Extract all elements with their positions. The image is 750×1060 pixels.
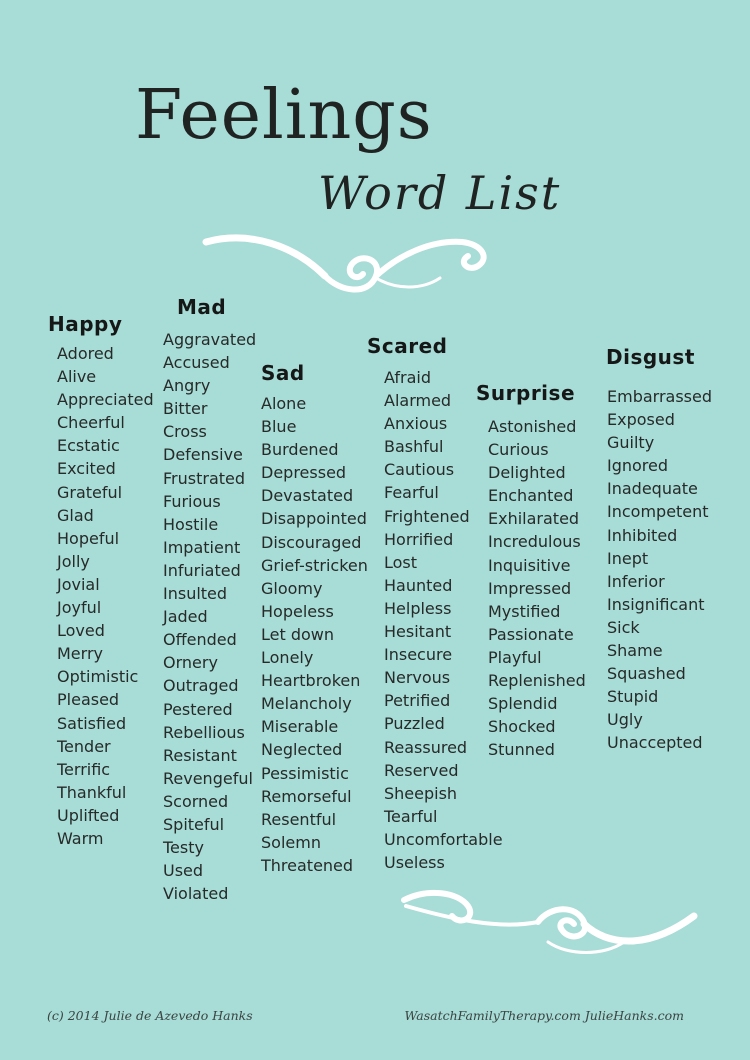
word-scared: Frightened bbox=[384, 506, 470, 526]
word-sad: Neglected bbox=[261, 740, 343, 760]
word-disgust: Incompetent bbox=[607, 502, 709, 522]
word-sad: Gloomy bbox=[261, 578, 323, 598]
word-surprise: Curious bbox=[488, 440, 549, 460]
word-mad: Violated bbox=[163, 884, 229, 904]
word-happy: Uplifted bbox=[57, 805, 120, 825]
word-scared: Sheepish bbox=[384, 783, 458, 803]
word-disgust: Ignored bbox=[607, 456, 669, 476]
word-happy: Ecstatic bbox=[57, 436, 120, 456]
word-surprise: Splendid bbox=[488, 694, 558, 714]
word-scared: Puzzled bbox=[384, 714, 445, 734]
word-sad: Melancholy bbox=[261, 694, 352, 714]
word-happy: Jovial bbox=[57, 574, 100, 594]
word-disgust: Exposed bbox=[607, 410, 675, 430]
word-scared: Alarmed bbox=[384, 391, 452, 411]
word-scared: Horrified bbox=[384, 529, 454, 549]
word-disgust: Stupid bbox=[607, 687, 659, 707]
heading-sad: Sad bbox=[261, 361, 305, 385]
word-surprise: Stunned bbox=[488, 740, 555, 760]
word-scared: Bashful bbox=[384, 437, 444, 457]
word-scared: Reserved bbox=[384, 760, 459, 780]
word-surprise: Mystified bbox=[488, 601, 561, 621]
word-sad: Blue bbox=[261, 417, 297, 437]
word-list-scared bbox=[384, 366, 503, 874]
word-surprise: Delighted bbox=[488, 463, 566, 483]
word-mad: Impatient bbox=[163, 537, 241, 557]
word-list-sad bbox=[261, 392, 368, 877]
word-surprise: Passionate bbox=[488, 624, 574, 644]
word-surprise: Astonished bbox=[488, 417, 577, 436]
word-scared: Petrified bbox=[384, 691, 451, 711]
word-sad: Let down bbox=[261, 624, 335, 644]
word-mad: Accused bbox=[163, 353, 230, 373]
word-scared: Afraid bbox=[384, 368, 431, 387]
word-sad: Resentful bbox=[261, 809, 337, 829]
word-sad: Alone bbox=[261, 394, 307, 413]
word-sad: Disappointed bbox=[261, 509, 367, 529]
word-mad: Scorned bbox=[163, 791, 229, 811]
word-surprise: Enchanted bbox=[488, 486, 574, 506]
word-mad: Rebellious bbox=[163, 722, 245, 742]
word-mad: Resistant bbox=[163, 745, 237, 765]
page-subtitle: Word List bbox=[318, 166, 562, 220]
word-disgust: Ugly bbox=[607, 710, 643, 730]
word-surprise: Incredulous bbox=[488, 532, 581, 552]
word-happy: Loved bbox=[57, 621, 105, 641]
word-mad: Frustrated bbox=[163, 468, 246, 488]
word-sad: Hopeless bbox=[261, 601, 334, 621]
word-scared: Insecure bbox=[384, 645, 453, 665]
word-disgust: Embarrassed bbox=[607, 387, 713, 406]
website-links-text: WasatchFamilyTherapy.com JulieHanks.com bbox=[404, 1008, 684, 1023]
word-scared: Useless bbox=[384, 852, 445, 872]
word-happy: Jolly bbox=[57, 551, 90, 571]
word-list-mad bbox=[163, 328, 256, 905]
word-sad: Lonely bbox=[261, 648, 314, 668]
word-scared: Uncomfortable bbox=[384, 829, 503, 849]
word-mad: Infuriated bbox=[163, 560, 241, 580]
word-sad: Grief-stricken bbox=[261, 555, 368, 575]
word-mad: Aggravated bbox=[163, 330, 257, 349]
word-happy: Thankful bbox=[57, 782, 127, 802]
word-scared: Tearful bbox=[384, 806, 438, 826]
word-scared: Fearful bbox=[384, 483, 439, 503]
word-sad: Threatened bbox=[261, 855, 354, 875]
word-sad: Remorseful bbox=[261, 786, 352, 806]
word-disgust: Inadequate bbox=[607, 479, 698, 499]
word-disgust: Insignificant bbox=[607, 594, 705, 614]
word-mad: Testy bbox=[163, 838, 204, 858]
word-happy: Adored bbox=[57, 344, 114, 363]
word-mad: Used bbox=[163, 861, 204, 881]
word-disgust: Inhibited bbox=[607, 525, 678, 545]
word-happy: Excited bbox=[57, 459, 116, 479]
word-disgust: Guilty bbox=[607, 433, 655, 453]
word-surprise: Impressed bbox=[488, 578, 572, 598]
word-happy: Joyful bbox=[57, 598, 102, 618]
word-happy: Grateful bbox=[57, 482, 123, 502]
word-surprise: Inquisitive bbox=[488, 555, 571, 575]
word-mad: Spiteful bbox=[163, 814, 225, 834]
word-sad: Pessimistic bbox=[261, 763, 349, 783]
bottom-swirl-ornament bbox=[398, 886, 710, 962]
word-scared: Cautious bbox=[384, 460, 455, 480]
copyright-text: (c) 2014 Julie de Azevedo Hanks bbox=[47, 1008, 253, 1023]
word-mad: Cross bbox=[163, 422, 207, 442]
word-scared: Reassured bbox=[384, 737, 468, 757]
word-happy: Merry bbox=[57, 644, 103, 664]
word-disgust: Shame bbox=[607, 641, 663, 661]
heading-mad: Mad bbox=[177, 295, 227, 319]
word-scared: Helpless bbox=[384, 598, 452, 618]
word-mad: Ornery bbox=[163, 653, 218, 673]
word-scared: Anxious bbox=[384, 414, 448, 434]
heading-disgust: Disgust bbox=[606, 345, 695, 369]
word-surprise: Shocked bbox=[488, 717, 556, 737]
word-mad: Insulted bbox=[163, 584, 228, 604]
word-scared: Hesitant bbox=[384, 622, 452, 642]
word-sad: Solemn bbox=[261, 832, 321, 852]
word-surprise: Playful bbox=[488, 647, 542, 667]
word-list-surprise bbox=[488, 415, 586, 761]
word-surprise: Exhilarated bbox=[488, 509, 580, 529]
word-sad: Depressed bbox=[261, 463, 347, 483]
word-scared: Haunted bbox=[384, 575, 453, 595]
heading-surprise: Surprise bbox=[476, 381, 576, 405]
word-happy: Glad bbox=[57, 505, 94, 525]
word-mad: Defensive bbox=[163, 445, 243, 465]
word-mad: Pestered bbox=[163, 699, 233, 719]
word-disgust: Sick bbox=[607, 617, 640, 637]
word-sad: Devastated bbox=[261, 486, 354, 506]
top-swirl-ornament bbox=[200, 226, 500, 300]
page-title: Feelings bbox=[135, 76, 433, 155]
word-happy: Tender bbox=[57, 736, 111, 756]
heading-scared: Scared bbox=[367, 334, 448, 358]
word-mad: Bitter bbox=[163, 399, 208, 419]
word-sad: Burdened bbox=[261, 440, 339, 460]
word-mad: Hostile bbox=[163, 514, 219, 534]
word-scared: Nervous bbox=[384, 668, 451, 688]
word-happy: Terrific bbox=[57, 759, 111, 779]
word-happy: Satisfied bbox=[57, 713, 127, 733]
word-list-disgust bbox=[607, 385, 712, 755]
word-surprise: Replenished bbox=[488, 671, 586, 691]
word-happy: Pleased bbox=[57, 690, 120, 710]
word-happy: Optimistic bbox=[57, 667, 139, 687]
word-disgust: Squashed bbox=[607, 664, 686, 684]
word-mad: Offended bbox=[163, 630, 237, 650]
word-list-happy bbox=[57, 342, 154, 850]
word-disgust: Unaccepted bbox=[607, 733, 703, 753]
word-happy: Appreciated bbox=[57, 390, 154, 410]
word-mad: Jaded bbox=[163, 607, 208, 627]
word-disgust: Inept bbox=[607, 548, 649, 568]
word-scared: Lost bbox=[384, 552, 418, 572]
word-disgust: Inferior bbox=[607, 571, 665, 591]
word-sad: Heartbroken bbox=[261, 671, 361, 691]
heading-happy: Happy bbox=[48, 312, 123, 336]
word-happy: Hopeful bbox=[57, 528, 120, 548]
word-mad: Revengeful bbox=[163, 768, 253, 788]
word-mad: Furious bbox=[163, 491, 221, 511]
word-mad: Outraged bbox=[163, 676, 239, 696]
word-sad: Discouraged bbox=[261, 532, 362, 552]
word-sad: Miserable bbox=[261, 717, 339, 737]
word-happy: Alive bbox=[57, 367, 97, 387]
word-happy: Cheerful bbox=[57, 413, 125, 433]
word-mad: Angry bbox=[163, 376, 211, 396]
word-happy: Warm bbox=[57, 828, 104, 848]
